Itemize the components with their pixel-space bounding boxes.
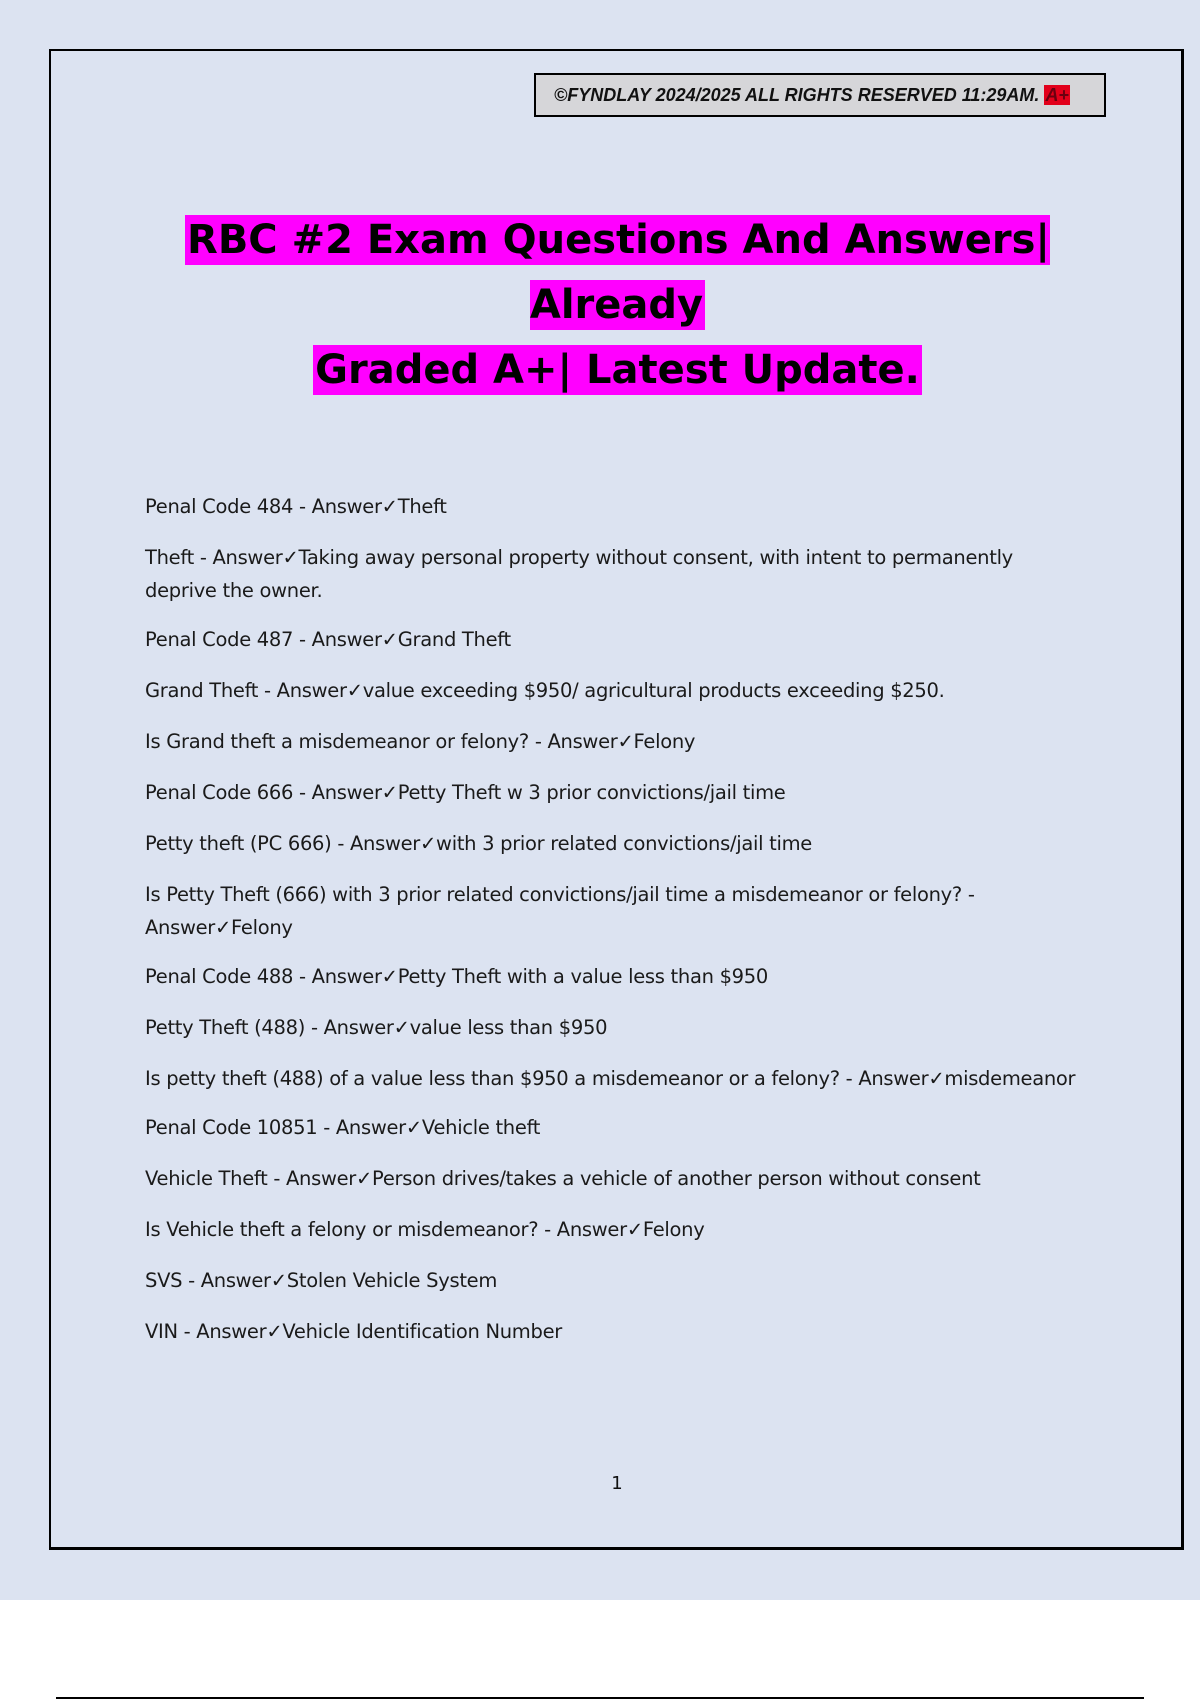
qa-item: Vehicle Theft - Answer✓Person drives/takes a vehicle of another person without consent: [145, 1167, 981, 1190]
qa-item: Penal Code 666 - Answer✓Petty Theft w 3 prior convictions/jail time: [145, 781, 786, 804]
qa-item: Penal Code 10851 - Answer✓Vehicle theft: [145, 1116, 541, 1139]
grade-mark: A+: [1045, 85, 1069, 105]
qa-item: VIN - Answer✓Vehicle Identification Number: [145, 1320, 562, 1343]
qa-list: [145, 490, 1085, 1366]
qa-item: Petty Theft (488) - Answer✓value less than $950: [145, 1016, 608, 1039]
qa-item: SVS - Answer✓Stolen Vehicle System: [145, 1269, 498, 1292]
copyright-text: ©FYNDLAY 2024/2025 ALL RIGHTS RESERVED 11:29AM.: [554, 85, 1040, 105]
page-number: 1: [611, 1473, 623, 1494]
qa-item: Theft - Answer✓Taking away personal property without consent, with intent to permanently deprive the owner.: [145, 546, 1013, 602]
qa-item: Penal Code 488 - Answer✓Petty Theft with a value less than $950: [145, 965, 768, 988]
qa-item: Is Vehicle theft a felony or misdemeanor? - Answer✓Felony: [145, 1218, 705, 1241]
qa-item: Is petty theft (488) of a value less than $950 a misdemeanor or a felony? - Answer✓misdemeanor: [145, 1067, 1076, 1090]
qa-item: Penal Code 484 - Answer✓Theft: [145, 495, 447, 518]
footer-divider: [56, 1697, 1144, 1699]
qa-item: Is Grand theft a misdemeanor or felony? - Answer✓Felony: [145, 730, 696, 753]
title-line-2: Graded A+| Latest Update.: [315, 347, 920, 393]
title-line-1: RBC #2 Exam Questions And Answers| Already: [187, 217, 1050, 328]
copyright-header: [534, 73, 1106, 117]
qa-item: Penal Code 487 - Answer✓Grand Theft: [145, 628, 511, 651]
qa-item: Petty theft (PC 666) - Answer✓with 3 prior related convictions/jail time: [145, 832, 812, 855]
qa-item: Grand Theft - Answer✓value exceeding $950/ agricultural products exceeding $250.: [145, 679, 945, 702]
page-title: [100, 208, 1135, 403]
qa-item: Is Petty Theft (666) with 3 prior related convictions/jail time a misdemeanor or felony? - Answer✓Felony: [145, 883, 975, 939]
